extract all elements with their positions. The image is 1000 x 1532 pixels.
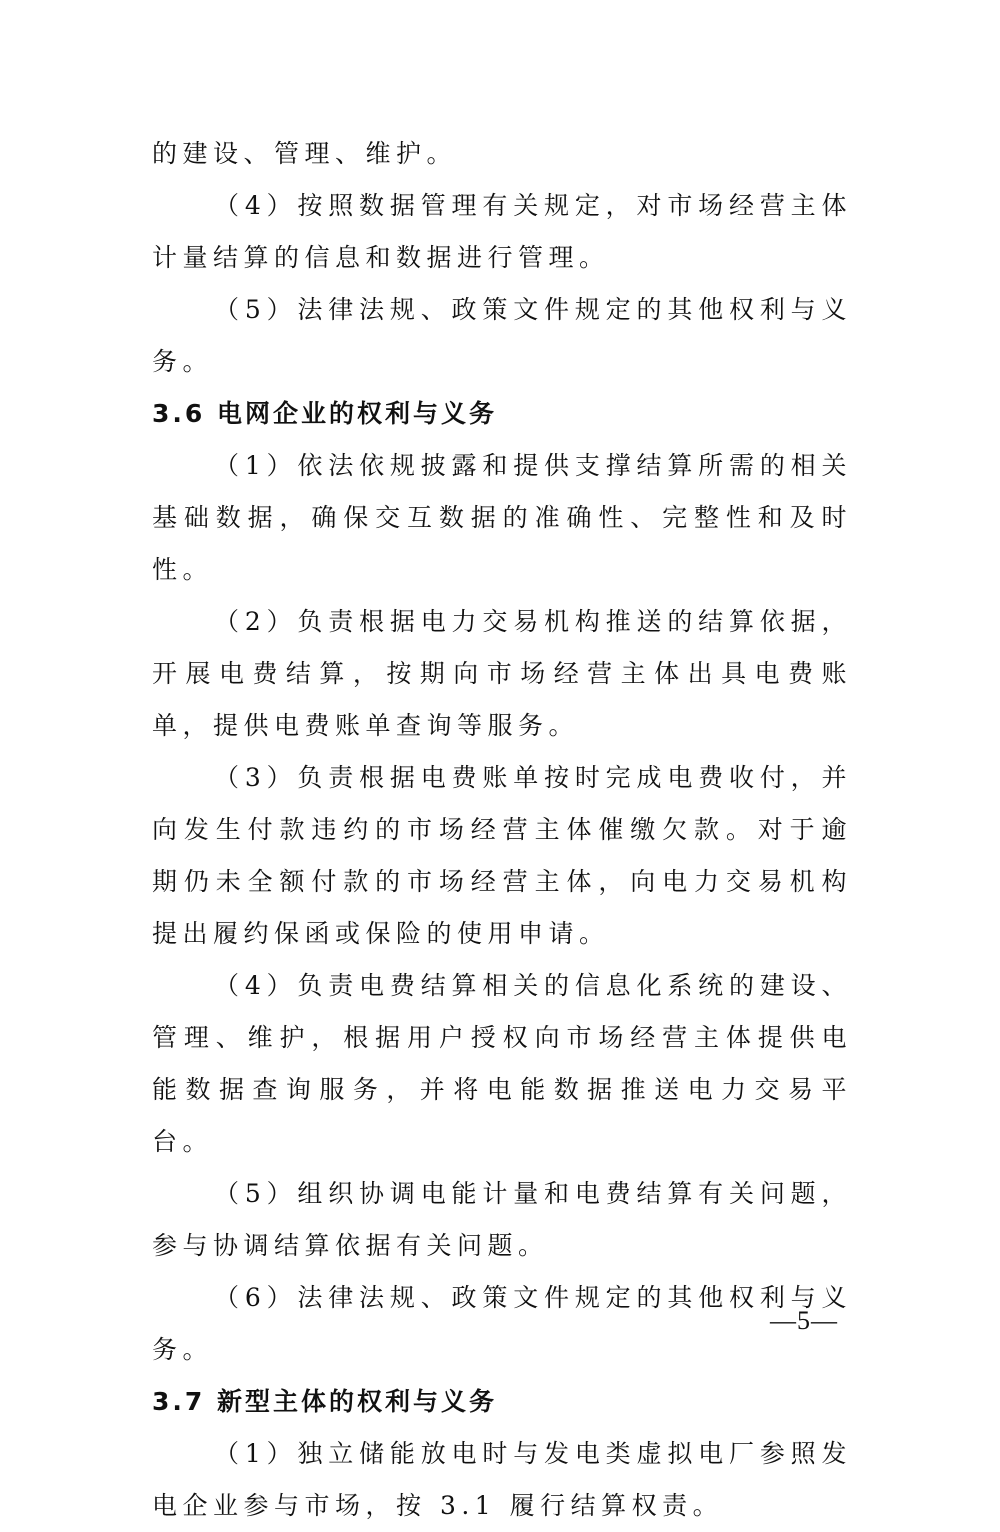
section-heading: 3.6 电网企业的权利与义务 xyxy=(152,399,497,428)
paragraph-item: （3）负责根据电费账单按时完成电费收付，并向发生付款违约的市场经营主体催缴欠款。对于逾期仍未全额付款的市场经营主体，向电力交易机构提出履约保函或保险的使用申请。 xyxy=(152,763,852,948)
body-text xyxy=(152,128,852,1532)
page-number: —5— xyxy=(770,1306,838,1335)
paragraph-item: （5）组织协调电能计量和电费结算有关问题，参与协调结算依据有关问题。 xyxy=(152,1179,852,1260)
paragraph-item: （5）法律法规、政策文件规定的其他权利与义务。 xyxy=(152,295,852,376)
section-heading: 3.7 新型主体的权利与义务 xyxy=(152,1387,497,1416)
paragraph-item: （4）按照数据管理有关规定，对市场经营主体计量结算的信息和数据进行管理。 xyxy=(152,191,852,272)
paragraph-item: （2）负责根据电力交易机构推送的结算依据，开展电费结算，按期向市场经营主体出具电费账单，提供电费账单查询等服务。 xyxy=(152,607,852,740)
paragraph-continuation: 的建设、管理、维护。 xyxy=(152,139,458,168)
paragraph-item: （6）法律法规、政策文件规定的其他权利与义务。 xyxy=(152,1283,852,1364)
paragraph-item: （1）独立储能放电时与发电类虚拟电厂参照发电企业参与市场，按 3.1 履行结算权责。 xyxy=(152,1439,852,1520)
paragraph-item: （4）负责电费结算相关的信息化系统的建设、管理、维护，根据用户授权向市场经营主体提供电能数据查询服务，并将电能数据推送电力交易平台。 xyxy=(152,971,852,1156)
paragraph-item: （1）依法依规披露和提供支撑结算所需的相关基础数据，确保交互数据的准确性、完整性和及时性。 xyxy=(152,451,852,584)
